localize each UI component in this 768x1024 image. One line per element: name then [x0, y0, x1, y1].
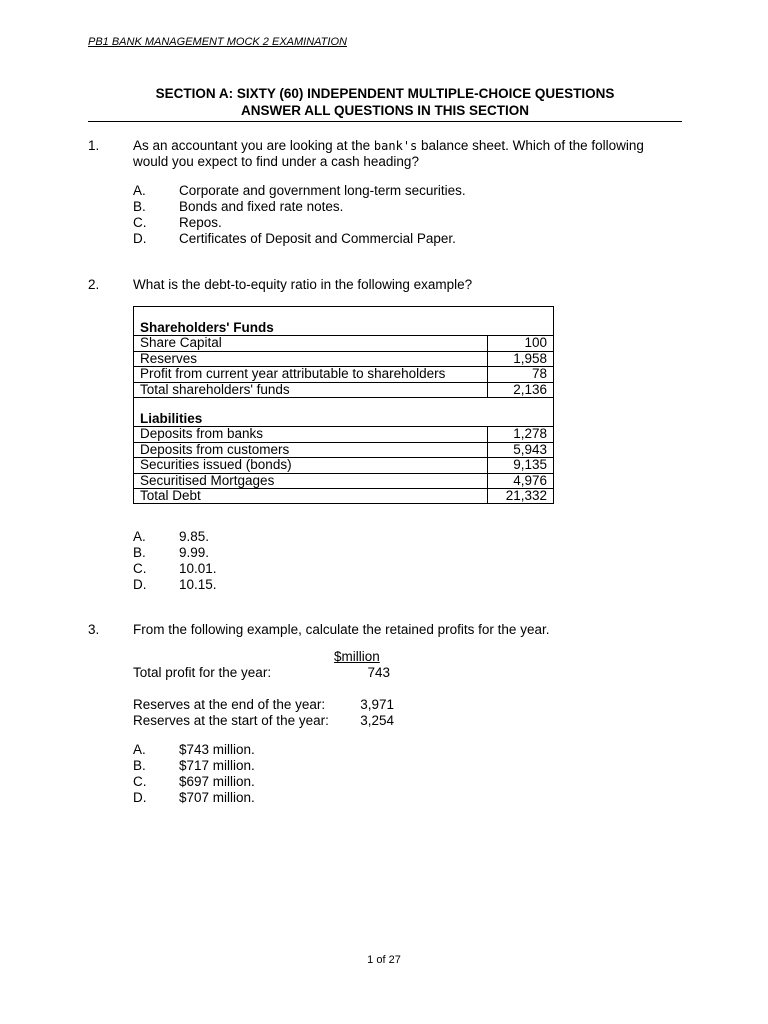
balance-sheet-table: [133, 306, 554, 504]
q2-option-a-letter: A.: [133, 529, 146, 544]
table-spacer-row: [134, 398, 554, 413]
row-label: Total shareholders' funds: [134, 382, 488, 397]
q1-text-after: balance sheet. Which of the following: [417, 138, 644, 153]
row-value: 21,332: [488, 489, 554, 504]
table-row: [134, 458, 554, 473]
section-divider: [88, 121, 682, 122]
q1-option-a: Corporate and government long-term securities.: [179, 183, 466, 198]
table-spacer-row: [134, 307, 554, 322]
row-value: 1,958: [488, 351, 554, 366]
row-label: Deposits from banks: [134, 427, 488, 442]
q1-number: 1.: [88, 138, 100, 153]
shareholders-heading: Shareholders' Funds: [134, 321, 554, 336]
q1-text-mono: bank's: [373, 139, 418, 153]
q1-option-b: Bonds and fixed rate notes.: [179, 199, 344, 214]
q1-text-before: As an accountant you are looking at the: [133, 138, 374, 153]
row-label: Total Debt: [134, 489, 488, 504]
q2-option-d: 10.15.: [179, 577, 217, 592]
q1-option-d-letter: D.: [133, 231, 147, 246]
row-value: 1,278: [488, 427, 554, 442]
q1-option-c-letter: C.: [133, 215, 147, 230]
q2-option-c: 10.01.: [179, 561, 217, 576]
q3-reserves-start-value: 3,254: [360, 713, 394, 728]
row-value: 4,976: [488, 473, 554, 488]
q3-option-a-letter: A.: [133, 742, 146, 757]
table-row: [134, 473, 554, 488]
table-row: [134, 336, 554, 351]
q3-option-b: $717 million.: [179, 758, 255, 773]
row-label: Share Capital: [134, 336, 488, 351]
shareholders-heading-row: [134, 321, 554, 336]
q2-text: What is the debt-to-equity ratio in the following example?: [133, 277, 473, 292]
q3-reserves-end-label: Reserves at the end of the year:: [133, 697, 326, 712]
liabilities-heading: Liabilities: [134, 412, 554, 427]
q1-option-c: Repos.: [179, 215, 222, 230]
q3-option-d: $707 million.: [179, 790, 255, 805]
row-value: 100: [488, 336, 554, 351]
q3-number: 3.: [88, 622, 100, 637]
table-row: [134, 489, 554, 504]
q3-unit-header: $million: [334, 649, 380, 664]
row-label: Securities issued (bonds): [134, 458, 488, 473]
q2-number: 2.: [88, 277, 100, 292]
q1-text-line2: would you expect to find under a cash heading?: [133, 154, 419, 169]
q3-reserves-end-value: 3,971: [360, 697, 394, 712]
table-row: [134, 442, 554, 457]
page-number: 1 of 27: [367, 954, 401, 966]
q2-option-b-letter: B.: [133, 545, 146, 560]
table-row: [134, 367, 554, 382]
row-label: Deposits from customers: [134, 442, 488, 457]
q3-total-profit-label: Total profit for the year:: [133, 665, 272, 680]
row-value: 2,136: [488, 382, 554, 397]
q3-option-b-letter: B.: [133, 758, 146, 773]
table-row: [134, 427, 554, 442]
q1-option-a-letter: A.: [133, 183, 146, 198]
q2-option-a: 9.85.: [179, 529, 210, 544]
row-label: Securitised Mortgages: [134, 473, 488, 488]
row-value: 5,943: [488, 442, 554, 457]
q2-option-d-letter: D.: [133, 577, 147, 592]
q2-option-c-letter: C.: [133, 561, 147, 576]
q3-option-c: $697 million.: [179, 774, 255, 789]
q1-text: [133, 138, 683, 154]
q3-option-d-letter: D.: [133, 790, 147, 805]
table-row: [134, 382, 554, 397]
section-title-line2: ANSWER ALL QUESTIONS IN THIS SECTION: [240, 103, 529, 118]
q3-option-c-letter: C.: [133, 774, 147, 789]
row-value: 9,135: [488, 458, 554, 473]
row-label: Reserves: [134, 351, 488, 366]
q3-text: From the following example, calculate the retained profits for the year.: [133, 622, 550, 637]
liabilities-heading-row: [134, 412, 554, 427]
q3-option-a: $743 million.: [179, 742, 255, 757]
page-header: PB1 BANK MANAGEMENT MOCK 2 EXAMINATION: [88, 36, 347, 48]
table-row: [134, 351, 554, 366]
q3-reserves-start-label: Reserves at the start of the year:: [133, 713, 329, 728]
row-label: Profit from current year attributable to shareholders: [134, 367, 488, 382]
q1-option-d: Certificates of Deposit and Commercial Paper.: [179, 231, 456, 246]
q3-total-profit-value: 743: [367, 665, 390, 680]
q2-option-b: 9.99.: [179, 545, 210, 560]
row-value: 78: [488, 367, 554, 382]
q1-option-b-letter: B.: [133, 199, 146, 214]
section-title-line1: SECTION A: SIXTY (60) INDEPENDENT MULTIPLE-CHOICE QUESTIONS: [155, 86, 615, 101]
